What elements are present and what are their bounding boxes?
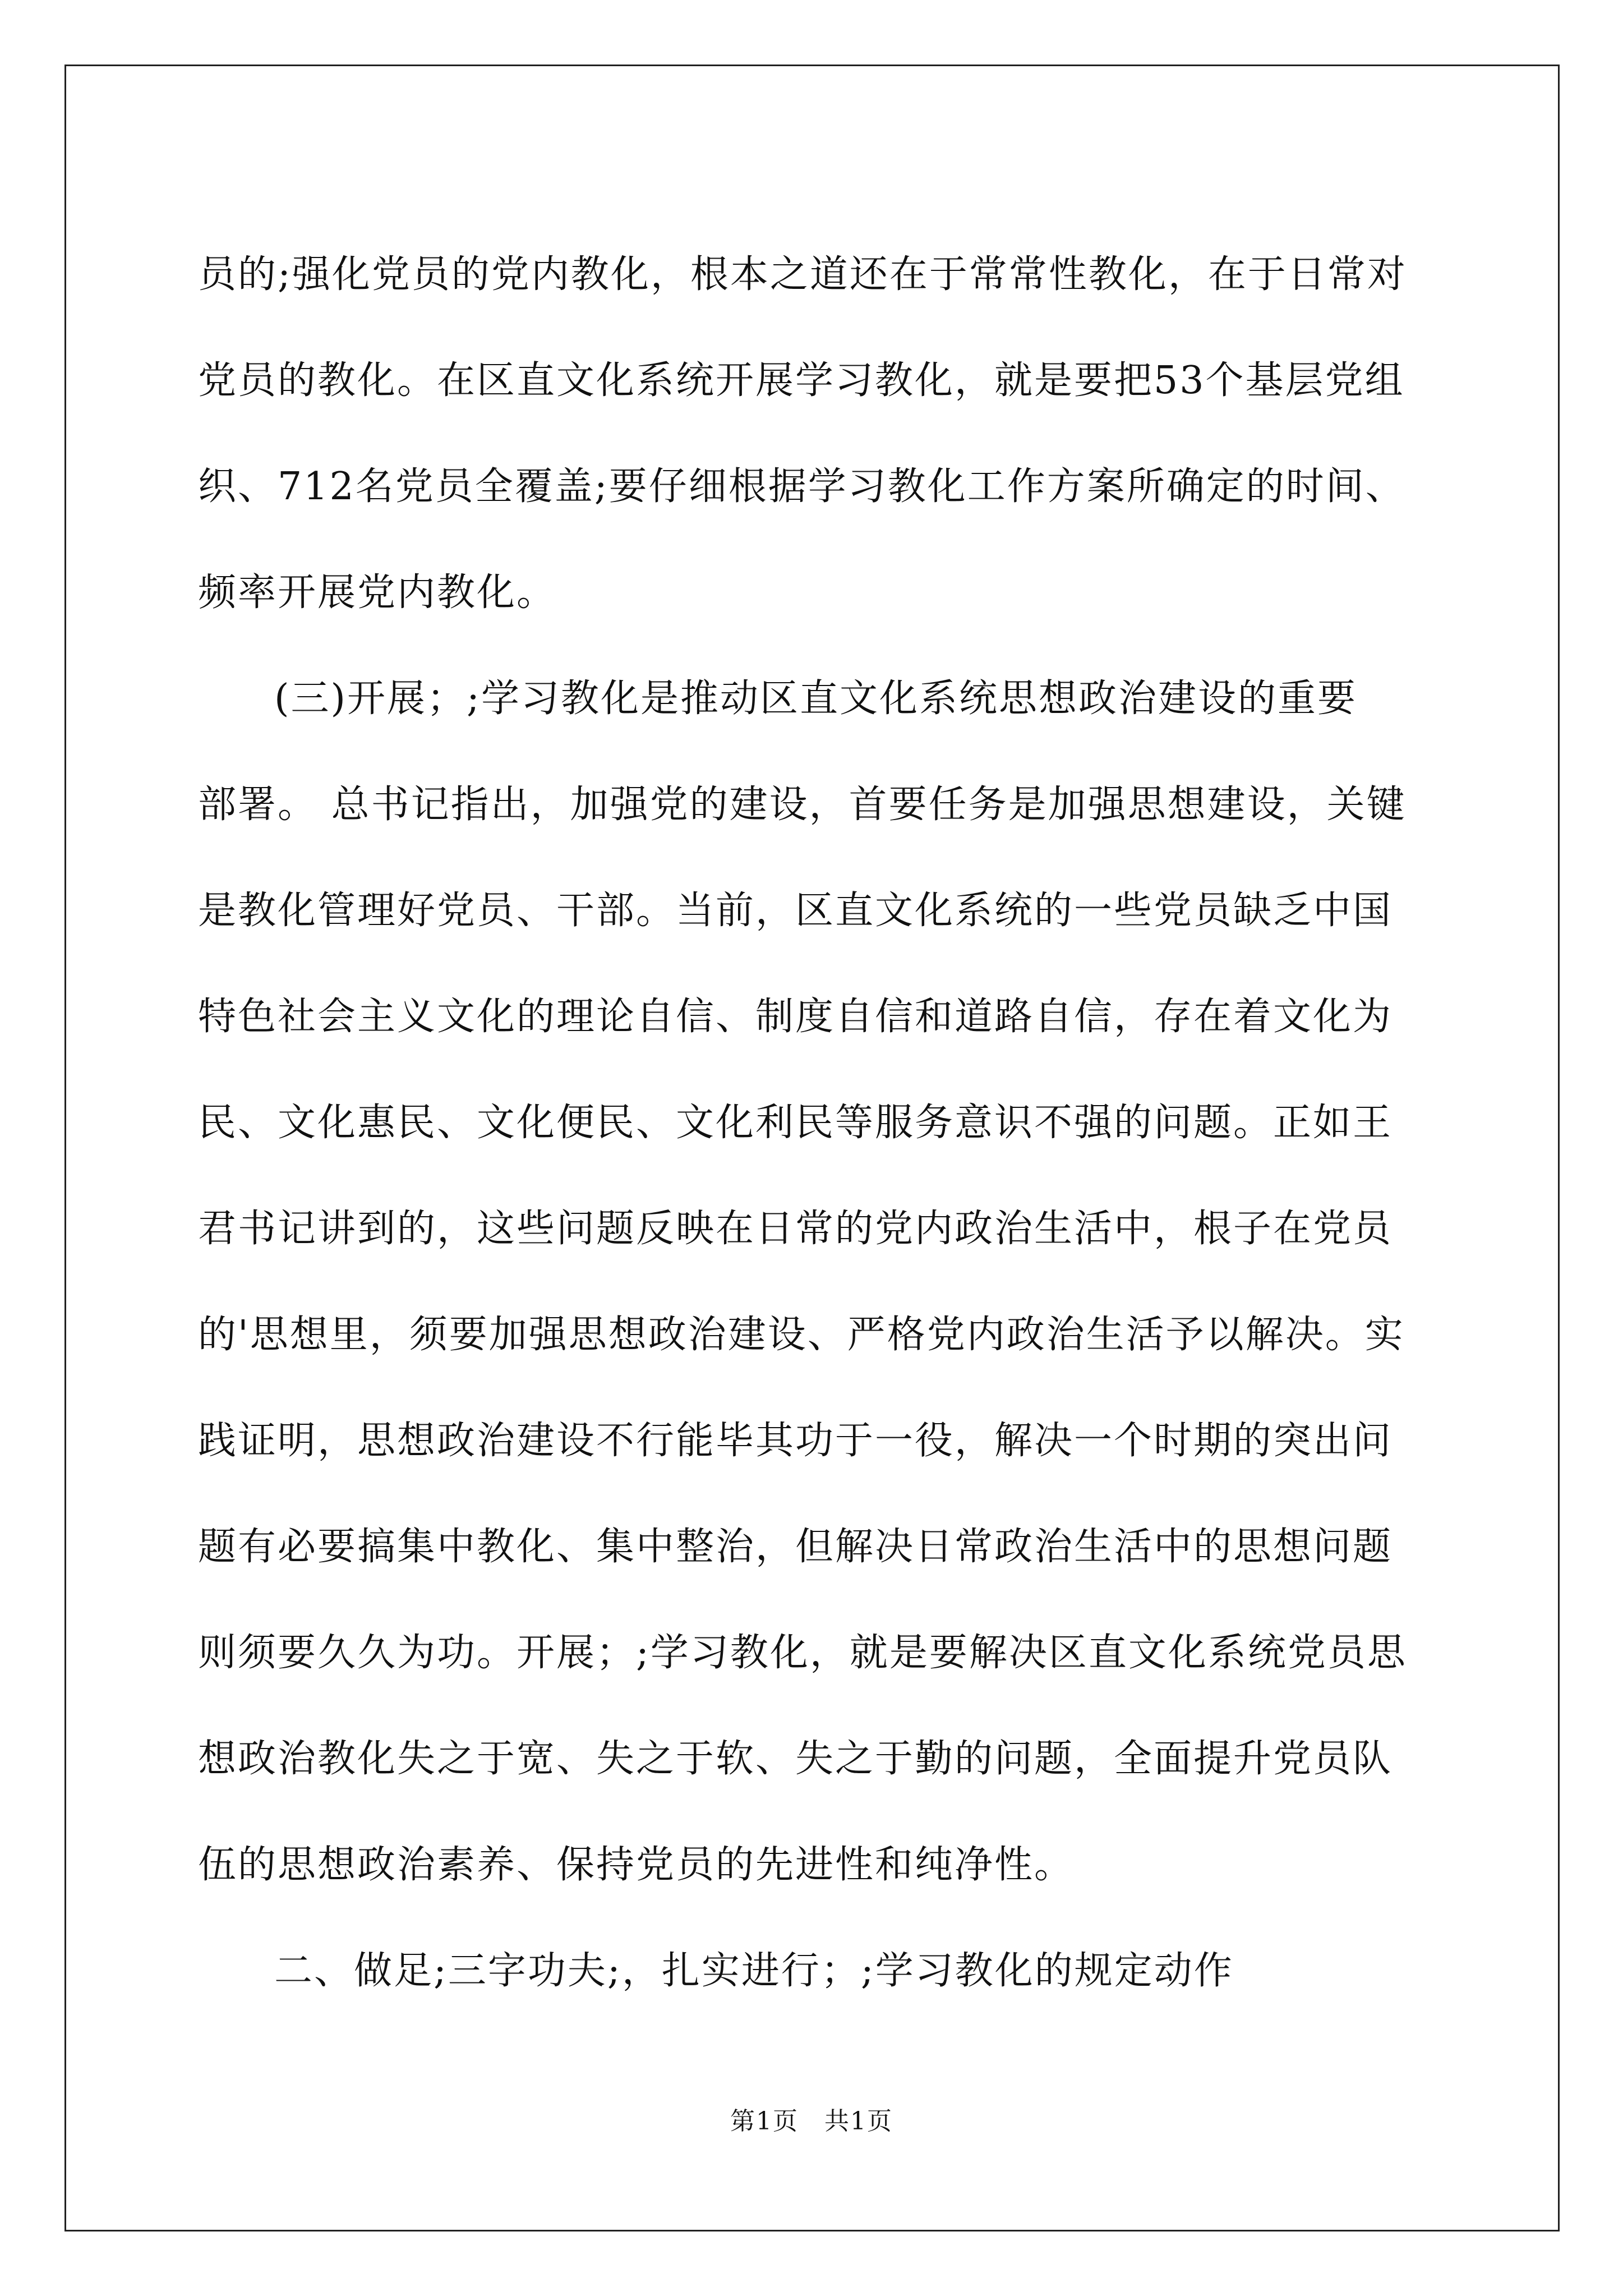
text-line: 民、文化惠民、文化便民、文化利民等服务意识不强的问题。正如王 bbox=[198, 1101, 1393, 1145]
text-line: 频率开展党内教化。 bbox=[198, 570, 557, 615]
text-line: 部署。 总书记指出，加强党的建设，首要任务是加强思想建设，关键 bbox=[198, 783, 1407, 827]
text-line: 特色社会主义文化的理论自信、制度自信和道路自信，存在着文化为 bbox=[198, 995, 1393, 1039]
document-body bbox=[198, 222, 1454, 2024]
page-footer: 第1页 共1页 bbox=[730, 2107, 893, 2136]
text-line: 党员的教化。在区直文化系统开展学习教化，就是要把53个基层党组 bbox=[198, 358, 1405, 403]
text-line: 的'思想里，须要加强思想政治建设、严格党内政治生活予以解决。实 bbox=[198, 1313, 1405, 1357]
text-line: 君书记讲到的，这些问题反映在日常的党内政治生活中，根子在党员 bbox=[198, 1207, 1393, 1251]
text-line: 伍的思想政治素养、保持党员的先进性和纯净性。 bbox=[198, 1843, 1075, 1887]
text-line: 织、712名党员全覆盖;要仔细根据学习教化工作方案所确定的时间、 bbox=[198, 464, 1405, 509]
paragraph-start-line: (三)开展；;学习教化是推动区直文化系统思想政治建设的重要 bbox=[274, 677, 1357, 721]
text-line: 题有必要搞集中教化、集中整治，但解决日常政治生活中的思想问题 bbox=[198, 1525, 1393, 1569]
section-heading: 二、做足;三字功夫;，扎实进行；;学习教化的规定动作 bbox=[274, 1949, 1234, 1993]
text-line: 员的;强化党员的党内教化，根本之道还在于常常性教化，在于日常对 bbox=[198, 252, 1407, 297]
text-line: 践证明，思想政治建设不行能毕其功于一役，解决一个时期的突出问 bbox=[198, 1419, 1393, 1463]
text-line: 则须要久久为功。开展；;学习教化，就是要解决区直文化系统党员思 bbox=[198, 1631, 1407, 1675]
text-line: 想政治教化失之于宽、失之于软、失之于勤的问题，全面提升党员队 bbox=[198, 1737, 1393, 1781]
text-line: 是教化管理好党员、干部。当前，区直文化系统的一些党员缺乏中国 bbox=[198, 889, 1393, 933]
